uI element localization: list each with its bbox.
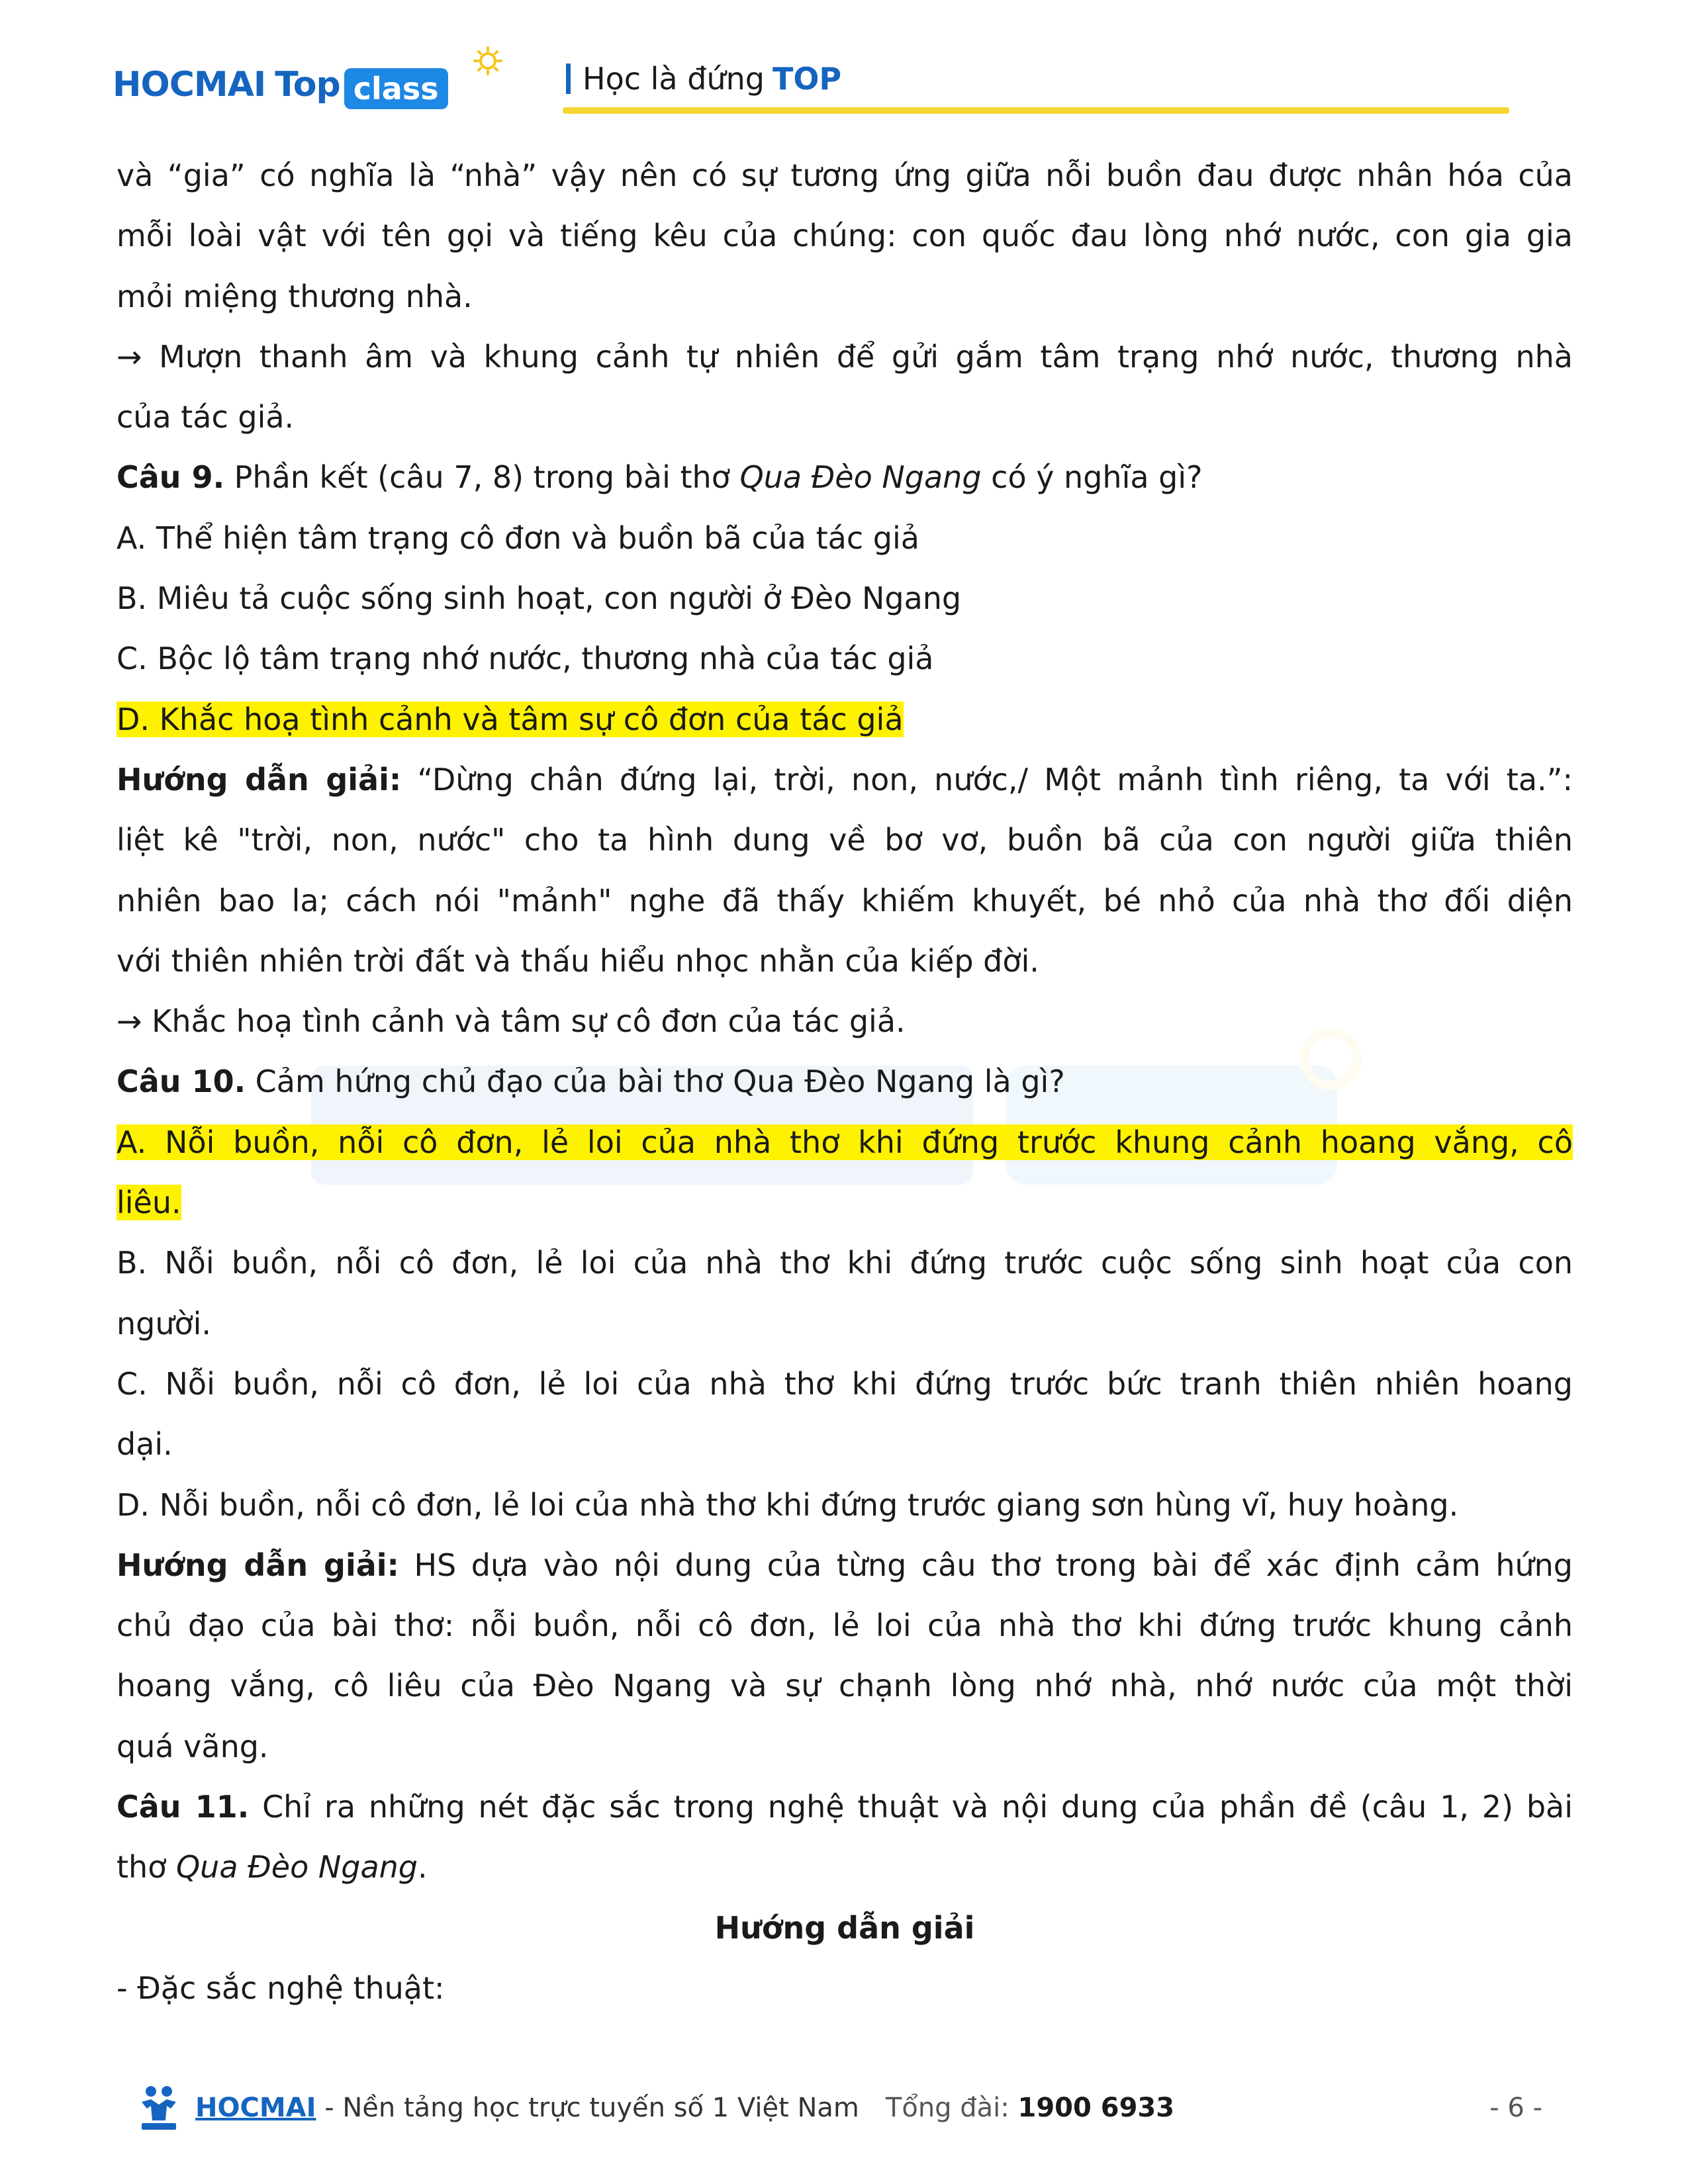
page-number: - 6 - (1489, 2093, 1542, 2123)
guide-label: Hướng dẫn giải: (117, 761, 402, 797)
paragraph-line: và “gia” có nghĩa là “nhà” vậy nên có sự tương ứng giữa nỗi buồn đau được nhân hóa của (117, 158, 1573, 193)
question-text: có ý nghĩa gì? (981, 459, 1203, 496)
answer-option-b-cont: người. (117, 1305, 212, 1342)
conclusion-line: → Khắc hoạ tình cảnh và tâm sự cô đơn của tác giả. (117, 1003, 906, 1040)
hotline-number: 1900 6933 (1017, 2093, 1175, 2123)
guide-heading: Hướng dẫn giải (714, 1909, 975, 1946)
question-label: Câu 11. (117, 1789, 250, 1825)
answer-option-b: B. Miêu tả cuộc sống sinh hoạt, con người ở Đèo Ngang (117, 580, 962, 617)
paragraph-line: → Mượn thanh âm và khung cảnh tự nhiên để gửi gắm tâm trạng nhớ nước, thương nhà (117, 338, 1573, 375)
paragraph-line: của tác giả. (117, 399, 295, 435)
guide-text: “Dừng chân đứng lại, trời, non, nước,/ Một mảnh tình riêng, ta với ta.”: (401, 761, 1573, 797)
document-body (117, 146, 1573, 2019)
question-10 (117, 1052, 1573, 1112)
tagline-divider (566, 64, 571, 94)
question-text: Phần kết (câu 7, 8) trong bài thơ (224, 459, 740, 496)
guide-line: liệt kê "trời, non, nước" cho ta hình dung về bơ vơ, buồn bã của con người giữa thiên (117, 822, 1573, 858)
answer-option-c: C. Bộc lộ tâm trạng nhớ nước, thương nhà của tác giả (117, 641, 934, 677)
question-text: thơ (117, 1849, 176, 1886)
guide-line (117, 750, 1573, 810)
guide-text: HS dựa vào nội dung của từng câu thơ trong bài để xác định cảm hứng (399, 1547, 1573, 1583)
footer-brand-link[interactable]: HOCMAI (195, 2093, 316, 2123)
footer-hotline (886, 2093, 1174, 2123)
guide-line: với thiên nhiên trời đất và thấu hiểu nhọc nhằn của kiếp đời. (117, 942, 1039, 979)
highlighted-answer: liêu. (117, 1185, 181, 1221)
guide-line: hoang vắng, cô liêu của Đèo Ngang và sự chạnh lòng nhớ nhà, nhớ nước của một thời (117, 1668, 1573, 1704)
answer-option-d: D. Nỗi buồn, nỗi cô đơn, lẻ loi của nhà thơ khi đứng trước giang sơn hùng vĩ, huy hoàng. (117, 1486, 1459, 1523)
answer-option-d-correct (117, 690, 1573, 750)
guide-line (117, 1535, 1573, 1596)
hocmai-mascot-icon (132, 2082, 185, 2135)
highlighted-answer: D. Khắc hoạ tình cảnh và tâm sự cô đơn của tác giả (117, 701, 904, 737)
answer-option-c-cont: dại. (117, 1426, 173, 1463)
answer-option-b: B. Nỗi buồn, nỗi cô đơn, lẻ loi của nhà thơ khi đứng trước cuộc sống sinh hoạt của con (117, 1245, 1573, 1281)
poem-title: Qua Đèo Ngang (739, 459, 982, 496)
question-11 (117, 1777, 1573, 1837)
answer-option-a-correct (117, 1113, 1573, 1173)
question-text: Chỉ ra những nét đặc sắc trong nghệ thuật và nội dung của phần đề (câu 1, 2) bài (249, 1789, 1573, 1825)
highlighted-answer: A. Nỗi buồn, nỗi cô đơn, lẻ loi của nhà thơ khi đứng trước khung cảnh hoang vắng, cô (117, 1124, 1573, 1160)
guide-line: nhiên bao la; cách nói "mảnh" nghe đã thấy khiếm khuyết, bé nhỏ của nhà thơ đối diện (117, 882, 1573, 919)
question-text: . (418, 1849, 428, 1886)
question-text: Cảm hứng chủ đạo của bài thơ Qua Đèo Ngang là gì? (246, 1064, 1065, 1100)
logo-class-badge: class (344, 68, 448, 109)
question-11-cont (117, 1837, 1573, 1897)
guide-line: chủ đạo của bài thơ: nỗi buồn, nỗi cô đơn, lẻ loi của nhà thơ khi đứng trước khung cảnh (117, 1608, 1573, 1644)
header-tagline (566, 61, 841, 97)
page-footer (132, 2078, 1556, 2138)
art-label: - Đặc sắc nghệ thuật: (117, 1970, 445, 2006)
paragraph-line: mỏi miệng thương nhà. (117, 278, 473, 314)
tagline-emphasis: TOP (772, 61, 842, 97)
sun-icon (473, 46, 502, 75)
footer-text (195, 2093, 1174, 2123)
question-9 (117, 447, 1573, 508)
guide-line: quá vãng. (117, 1728, 269, 1764)
footer-tagline: - Nền tảng học trực tuyến số 1 Việt Nam (316, 2093, 859, 2123)
paragraph-line: mỗi loài vật với tên gọi và tiếng kêu của chúng: con quốc đau lòng nhớ nước, con gia gia (117, 218, 1573, 254)
logo-hocmai-text: HOCMAI (113, 65, 266, 105)
header-rule (563, 107, 1509, 114)
question-label: Câu 9. (117, 459, 225, 496)
guide-label: Hướng dẫn giải: (117, 1547, 399, 1583)
hocmai-topclass-logo (113, 58, 448, 111)
page-header (113, 46, 1509, 119)
answer-option-c: C. Nỗi buồn, nỗi cô đơn, lẻ loi của nhà thơ khi đứng trước bức tranh thiên nhiên hoang (117, 1365, 1573, 1402)
tagline-text: Học là đứng (583, 61, 765, 97)
hotline-label: Tổng đài: (885, 2093, 1018, 2123)
poem-title: Qua Đèo Ngang (175, 1849, 418, 1886)
answer-option-a-cont (117, 1173, 1573, 1233)
logo-top-text: Top (275, 65, 340, 105)
answer-option-a: A. Thể hiện tâm trạng cô đơn và buồn bã của tác giả (117, 520, 919, 556)
question-label: Câu 10. (117, 1064, 246, 1100)
